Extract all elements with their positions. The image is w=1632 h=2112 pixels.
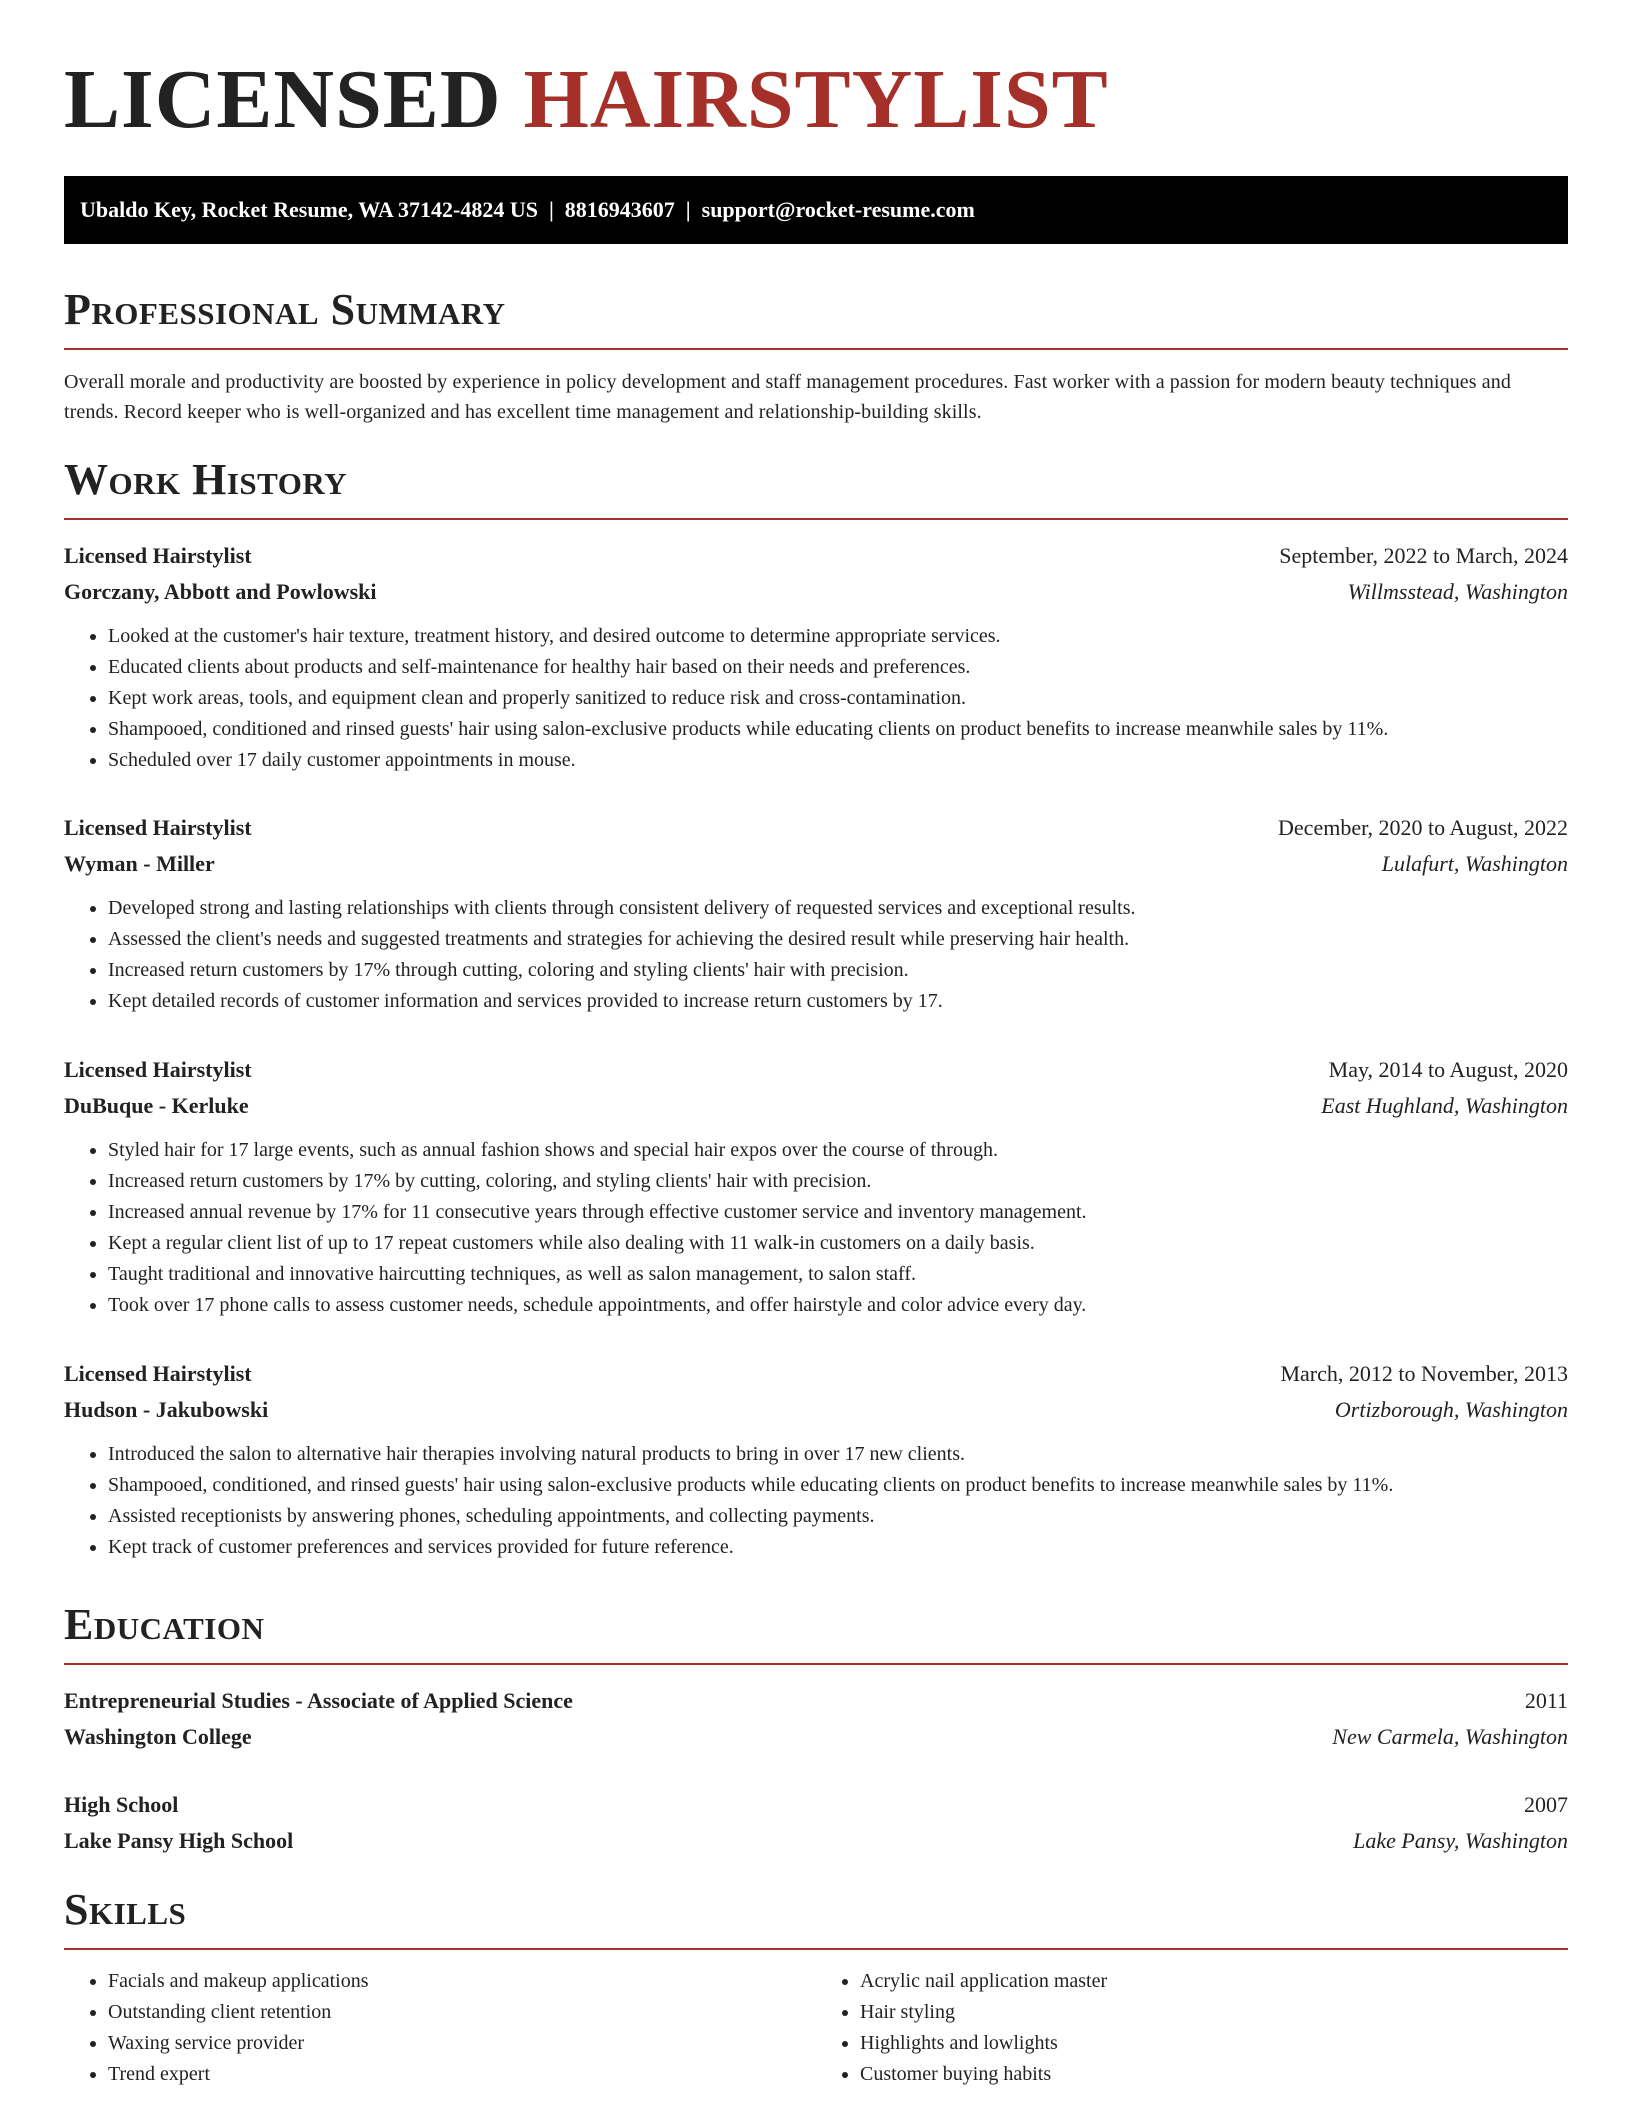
skill-item: • Facials and makeup applications bbox=[108, 1966, 816, 1997]
list-item: • Assisted receptionists by answering phones, scheduling appointments, and collecting payments. bbox=[108, 1501, 1568, 1532]
list-item: • Introduced the salon to alternative hair therapies involving natural products to bring in over 17 new clients. bbox=[108, 1439, 1568, 1470]
job-dates: March, 2012 to November, 2013 bbox=[1280, 1361, 1568, 1386]
job-entry bbox=[64, 810, 1568, 1017]
edu-degree: High School bbox=[64, 1792, 179, 1817]
job-dates: September, 2022 to March, 2024 bbox=[1279, 543, 1568, 568]
edu-school: Washington College bbox=[64, 1724, 252, 1749]
section-divider bbox=[64, 1948, 1568, 1950]
skill-item: • Outstanding client retention bbox=[108, 1997, 816, 2028]
list-item: • Kept detailed records of customer information and services provided to increase return customers by 17. bbox=[108, 986, 1568, 1017]
education-entry bbox=[64, 1787, 1568, 1859]
job-location: East Hughland, Washington bbox=[1321, 1093, 1568, 1118]
list-item: • Increased return customers by 17% by cutting, coloring, and styling clients' hair with precision. bbox=[108, 1166, 1568, 1197]
list-item: • Educated clients about products and self-maintenance for healthy hair based on their needs and preferences. bbox=[108, 652, 1568, 683]
job-dates: December, 2020 to August, 2022 bbox=[1278, 815, 1568, 840]
list-item: • Kept a regular client list of up to 17 repeat customers while also dealing with 11 walk-in customers on a daily basis. bbox=[108, 1228, 1568, 1259]
job-location: Lulafurt, Washington bbox=[1381, 851, 1568, 876]
summary-section bbox=[64, 285, 1568, 427]
job-location: Willmsstead, Washington bbox=[1347, 579, 1568, 604]
section-divider bbox=[64, 518, 1568, 520]
work-heading: Work History bbox=[64, 455, 348, 504]
job-company: Gorczany, Abbott and Powlowski bbox=[64, 579, 377, 604]
job-title: Licensed Hairstylist bbox=[64, 543, 252, 568]
summary-heading: Professional Summary bbox=[64, 285, 506, 334]
job-entry bbox=[64, 1052, 1568, 1321]
list-item: • Developed strong and lasting relationships with clients through consistent delivery of requested services and exceptional results. bbox=[108, 893, 1568, 924]
work-section bbox=[64, 455, 1568, 520]
skills-list bbox=[64, 1966, 1568, 2090]
job-bullets bbox=[64, 1439, 1568, 1563]
skill-item: • Waxing service provider bbox=[108, 2028, 816, 2059]
contact-bar: Ubaldo Key, Rocket Resume, WA 37142-4824 US | 8816943607 | support@rocket-resume.com bbox=[64, 176, 1568, 244]
job-bullets bbox=[64, 893, 1568, 1017]
job-entry bbox=[64, 538, 1568, 776]
job-title: Licensed Hairstylist bbox=[64, 1057, 252, 1082]
list-item: • Kept work areas, tools, and equipment clean and properly sanitized to reduce risk and cross-contamination. bbox=[108, 683, 1568, 714]
edu-location: Lake Pansy, Washington bbox=[1353, 1828, 1568, 1853]
edu-year: 2007 bbox=[1524, 1792, 1568, 1817]
education-section bbox=[64, 1600, 1568, 1665]
skills-heading: Skills bbox=[64, 1885, 187, 1934]
job-company: Wyman - Miller bbox=[64, 851, 215, 876]
list-item: • Shampooed, conditioned, and rinsed guests' hair using salon-exclusive products while educating clients on product benefits to increase meanwhile sales by 11%. bbox=[108, 1470, 1568, 1501]
edu-school: Lake Pansy High School bbox=[64, 1828, 294, 1853]
list-item: • Took over 17 phone calls to assess customer needs, schedule appointments, and offer hairstyle and color advice every day. bbox=[108, 1290, 1568, 1321]
resume-title bbox=[64, 0, 1568, 176]
job-company: Hudson - Jakubowski bbox=[64, 1397, 269, 1422]
skills-column-right bbox=[816, 1966, 1568, 2090]
job-title: Licensed Hairstylist bbox=[64, 1361, 252, 1386]
list-item: • Looked at the customer's hair texture, treatment history, and desired outcome to determine appropriate services. bbox=[108, 621, 1568, 652]
skill-item: • Hair styling bbox=[860, 1997, 1568, 2028]
list-item: • Assessed the client's needs and suggested treatments and strategies for achieving the desired result while preserving hair health. bbox=[108, 924, 1568, 955]
skill-item: • Highlights and lowlights bbox=[860, 2028, 1568, 2059]
job-location: Ortizborough, Washington bbox=[1334, 1397, 1568, 1422]
job-company: DuBuque - Kerluke bbox=[64, 1093, 249, 1118]
title-part2: HAIRSTYLIST bbox=[523, 53, 1109, 146]
job-dates: May, 2014 to August, 2020 bbox=[1328, 1057, 1568, 1082]
education-heading: Education bbox=[64, 1600, 265, 1649]
list-item: • Scheduled over 17 daily customer appointments in mouse. bbox=[108, 745, 1568, 776]
list-item: • Increased return customers by 17% through cutting, coloring and styling clients' hair with precision. bbox=[108, 955, 1568, 986]
skills-column-left bbox=[64, 1966, 816, 2090]
title-part1: LICENSED bbox=[64, 53, 502, 146]
edu-year: 2011 bbox=[1524, 1688, 1568, 1713]
skill-item: • Customer buying habits bbox=[860, 2059, 1568, 2090]
job-entry bbox=[64, 1356, 1568, 1563]
summary-text: Overall morale and productivity are boosted by experience in policy development and staff management procedures. Fast worker with a passion for modern beauty techniques and trends. Record keeper who is well-organized and has excellent time management and relationship-building skills. bbox=[64, 371, 1511, 423]
job-bullets bbox=[64, 1135, 1568, 1321]
education-entry bbox=[64, 1683, 1568, 1755]
list-item: • Shampooed, conditioned and rinsed guests' hair using salon-exclusive products while educating clients on product benefits to increase meanwhile sales by 11%. bbox=[108, 714, 1568, 745]
skill-item: • Trend expert bbox=[108, 2059, 816, 2090]
job-bullets bbox=[64, 621, 1568, 776]
skills-section bbox=[64, 1885, 1568, 2090]
list-item: • Styled hair for 17 large events, such as annual fashion shows and special hair expos over the course of through. bbox=[108, 1135, 1568, 1166]
job-title: Licensed Hairstylist bbox=[64, 815, 252, 840]
edu-location: New Carmela, Washington bbox=[1332, 1724, 1568, 1749]
list-item: • Taught traditional and innovative haircutting techniques, as well as salon management, to salon staff. bbox=[108, 1259, 1568, 1290]
list-item: • Increased annual revenue by 17% for 11 consecutive years through effective customer service and inventory management. bbox=[108, 1197, 1568, 1228]
section-divider bbox=[64, 348, 1568, 350]
skill-item: • Acrylic nail application master bbox=[860, 1966, 1568, 1997]
list-item: • Kept track of customer preferences and services provided for future reference. bbox=[108, 1532, 1568, 1563]
edu-degree: Entrepreneurial Studies - Associate of Applied Science bbox=[64, 1688, 573, 1713]
section-divider bbox=[64, 1663, 1568, 1665]
